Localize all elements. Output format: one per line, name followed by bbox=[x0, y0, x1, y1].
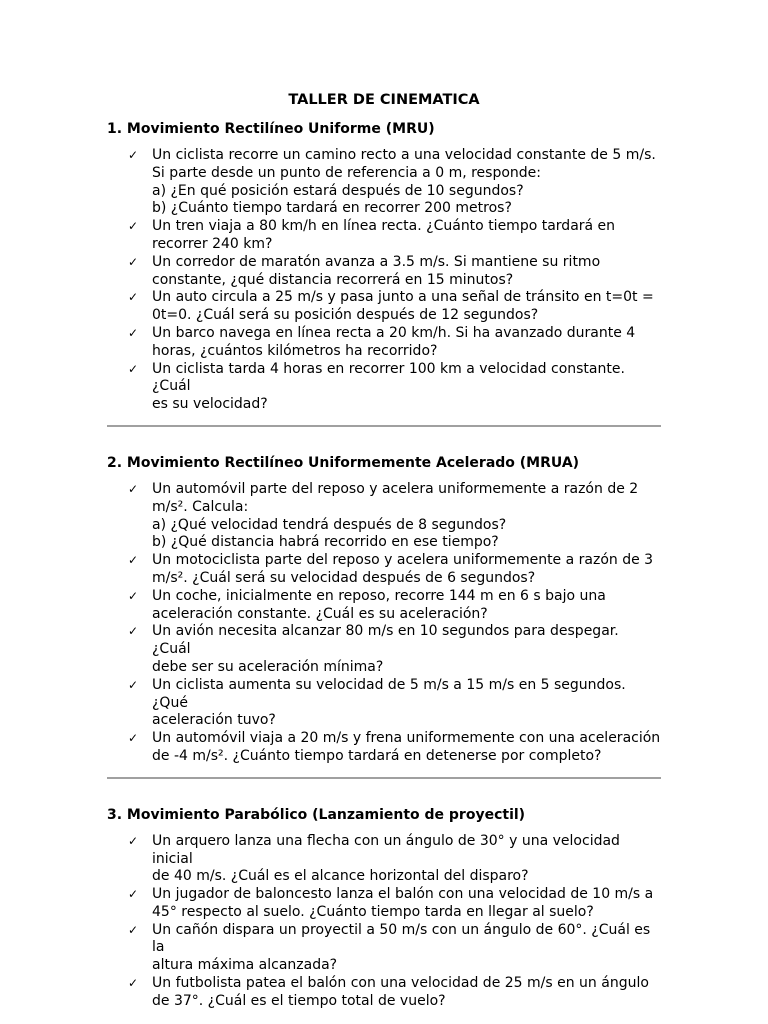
section-divider bbox=[107, 777, 661, 779]
section-heading: 1. Movimiento Rectilíneo Uniforme (MRU) bbox=[107, 121, 435, 137]
checkmark-icon: ✓ bbox=[128, 325, 139, 340]
question-text-line: Un automóvil parte del reposo y acelera uniformemente a razón de 2 bbox=[152, 480, 639, 497]
checkmark-icon: ✓ bbox=[128, 677, 139, 692]
question-text-line: recorrer 240 km? bbox=[152, 235, 273, 252]
page-title: TALLER DE CINEMATICA bbox=[288, 92, 480, 108]
question-text-line: a) ¿Qué velocidad tendrá después de 8 segundos? bbox=[152, 516, 507, 533]
question-item bbox=[107, 833, 661, 886]
checkmark-icon: ✓ bbox=[128, 290, 139, 305]
question-text-line: Un arquero lanza una flecha con un ángulo de 30° y una velocidad inicial bbox=[152, 832, 620, 867]
question-item bbox=[107, 147, 661, 218]
question-text-line: horas, ¿cuántos kilómetros ha recorrido? bbox=[152, 342, 438, 359]
question-text-line: Un jugador de baloncesto lanza el balón con una velocidad de 10 m/s a bbox=[152, 886, 654, 903]
question-text-line: Si parte desde un punto de referencia a 0 m, responde: bbox=[152, 164, 542, 181]
question-item bbox=[107, 588, 661, 624]
checkmark-icon: ✓ bbox=[128, 887, 139, 902]
question-item bbox=[107, 552, 661, 588]
question-text-line: Un ciclista aumenta su velocidad de 5 m/s a 15 m/s en 5 segundos. ¿Qué bbox=[152, 676, 626, 711]
question-text-line: de -4 m/s². ¿Cuánto tiempo tardará en detenerse por completo? bbox=[152, 747, 602, 764]
sections-container bbox=[107, 119, 661, 1011]
question-text-line: b) ¿Cuánto tiempo tardará en recorrer 200 metros? bbox=[152, 200, 512, 217]
question-text-line: Un motociclista parte del reposo y acelera uniformemente a razón de 3 bbox=[152, 552, 654, 569]
section-2 bbox=[107, 453, 661, 779]
question-item bbox=[107, 922, 661, 975]
question-text-line: debe ser su aceleración mínima? bbox=[152, 658, 384, 675]
question-text-line: Un avión necesita alcanzar 80 m/s en 10 segundos para despegar. ¿Cuál bbox=[152, 623, 619, 658]
question-item bbox=[107, 623, 661, 676]
question-text-line: m/s². Calcula: bbox=[152, 498, 249, 515]
question-item bbox=[107, 325, 661, 361]
checkmark-icon: ✓ bbox=[128, 254, 139, 269]
question-text-line: Un coche, inicialmente en reposo, recorre 144 m en 6 s bajo una bbox=[152, 587, 606, 604]
question-text-line: Un corredor de maratón avanza a 3.5 m/s. Si mantiene su ritmo bbox=[152, 253, 601, 270]
checkmark-icon: ✓ bbox=[128, 731, 139, 746]
section-heading: 3. Movimiento Parabólico (Lanzamiento de proyectil) bbox=[107, 806, 526, 823]
checkmark-icon: ✓ bbox=[128, 922, 139, 937]
checkmark-icon: ✓ bbox=[128, 976, 139, 991]
question-text-line: Un futbolista patea el balón con una velocidad de 25 m/s en un ángulo bbox=[152, 975, 649, 992]
question-text-line: Un automóvil viaja a 20 m/s y frena uniformemente con una aceleración bbox=[152, 730, 661, 747]
question-item bbox=[107, 289, 661, 325]
question-item bbox=[107, 975, 661, 1011]
question-item bbox=[107, 677, 661, 730]
question-text-line: m/s². ¿Cuál será su velocidad después de 6 segundos? bbox=[152, 569, 536, 586]
question-text-line: Un tren viaja a 80 km/h en línea recta. ¿Cuánto tiempo tardará en bbox=[152, 218, 616, 235]
question-text-line: altura máxima alcanzada? bbox=[152, 957, 338, 974]
question-text-line: 45° respecto al suelo. ¿Cuánto tiempo tarda en llegar al suelo? bbox=[152, 903, 594, 920]
checkmark-icon: ✓ bbox=[128, 148, 139, 162]
question-list bbox=[107, 147, 661, 414]
question-text-line: Un ciclista tarda 4 horas en recorrer 100 km a velocidad constante. ¿Cuál bbox=[152, 360, 625, 395]
section-1 bbox=[107, 119, 661, 427]
question-text-line: constante, ¿qué distancia recorrerá en 15 minutos? bbox=[152, 271, 514, 288]
question-text-line: b) ¿Qué distancia habrá recorrido en ese tiempo? bbox=[152, 534, 499, 551]
checkmark-icon: ✓ bbox=[128, 481, 139, 496]
question-list bbox=[107, 481, 661, 766]
question-text-line: Un cañón dispara un proyectil a 50 m/s con un ángulo de 60°. ¿Cuál es la bbox=[152, 921, 651, 956]
checkmark-icon: ✓ bbox=[128, 553, 139, 568]
checkmark-icon: ✓ bbox=[128, 219, 139, 234]
question-item bbox=[107, 254, 661, 290]
question-item bbox=[107, 886, 661, 922]
question-item bbox=[107, 730, 661, 766]
section-3 bbox=[107, 805, 661, 1011]
section-heading: 2. Movimiento Rectilíneo Uniformemente Acelerado (MRUA) bbox=[107, 454, 580, 471]
question-text-line: es su velocidad? bbox=[152, 396, 268, 413]
checkmark-icon: ✓ bbox=[128, 833, 139, 848]
question-item bbox=[107, 481, 661, 552]
question-item bbox=[107, 361, 661, 414]
question-text-line: a) ¿En qué posición estará después de 10 segundos? bbox=[152, 182, 524, 199]
question-text-line: de 40 m/s. ¿Cuál es el alcance horizontal del disparo? bbox=[152, 868, 529, 885]
section-divider bbox=[107, 425, 661, 427]
question-text-line: Un ciclista recorre un camino recto a una velocidad constante de 5 m/s. bbox=[152, 147, 656, 163]
question-text-line: Un barco navega en línea recta a 20 km/h. Si ha avanzado durante 4 bbox=[152, 324, 636, 341]
question-text-line: de 37°. ¿Cuál es el tiempo total de vuelo? bbox=[152, 992, 446, 1009]
question-item bbox=[107, 218, 661, 254]
checkmark-icon: ✓ bbox=[128, 588, 139, 603]
question-text-line: aceleración constante. ¿Cuál es su aceleración? bbox=[152, 605, 488, 622]
question-list bbox=[107, 833, 661, 1011]
question-text-line: aceleración tuvo? bbox=[152, 712, 276, 729]
question-text-line: Un auto circula a 25 m/s y pasa junto a una señal de tránsito en t=0t = bbox=[152, 289, 654, 306]
checkmark-icon: ✓ bbox=[128, 624, 139, 639]
checkmark-icon: ✓ bbox=[128, 361, 139, 376]
question-text-line: 0t=0. ¿Cuál será su posición después de 12 segundos? bbox=[152, 307, 539, 324]
